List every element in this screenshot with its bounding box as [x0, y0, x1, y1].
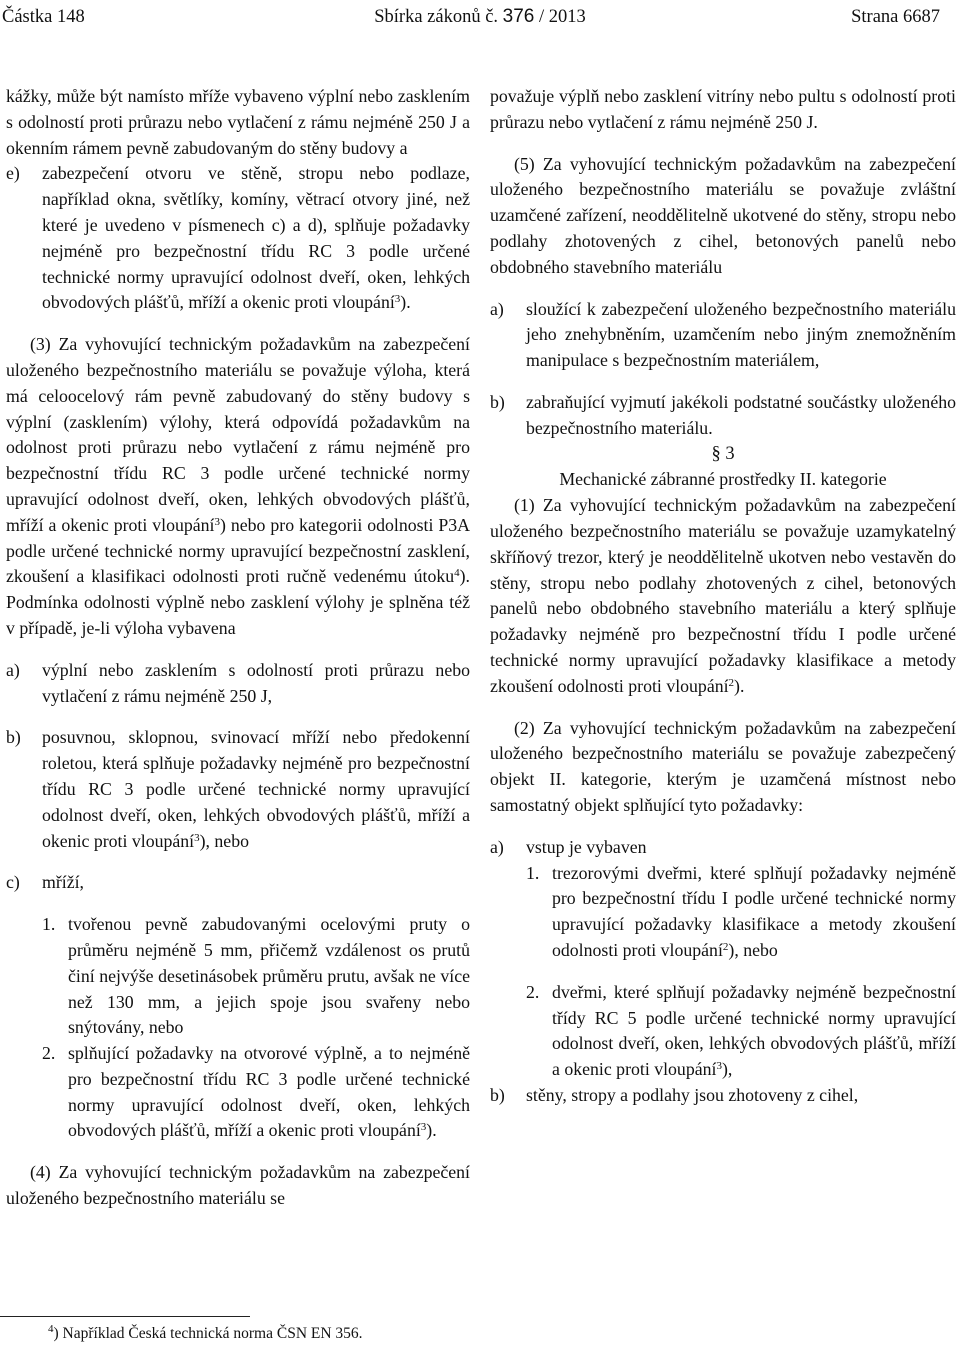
law-number: 376 — [502, 6, 535, 27]
list-text-body: trezorovými dveřmi, které splňují požadavky nejméně pro bezpečnostní třídu I podle určené technické normy upravující požadavky klasifikace a metody zkoušení odolnosti proti vloupání — [552, 862, 956, 960]
list-text-body: dveřmi, které splňují požadavky nejméně bezpečnostní třídy RC 5 podle určené technické normy upravující odolnost dveří, oken, lehkých obvodových plášťů, mříží a okenic proti vloupání — [552, 981, 956, 1080]
footnote-ref: 3 — [394, 293, 401, 306]
right-column — [490, 84, 956, 1109]
list-item-b — [6, 725, 470, 854]
paragraph-text: ). — [734, 675, 745, 696]
list-text-end: ). — [400, 292, 411, 313]
list-text: sloužící k zabezpečení uloženého bezpečnostního materiálu jeho znehybněním, uzamčením nebo jiným znemožněním manipulace s bezpečnostním materiálem, — [526, 298, 956, 371]
page-header — [0, 4, 960, 30]
paragraph-text: ) nebo pro kategorii odolnosti P3A podle určené technické normy upravující bezpečnostní zasklení, zkoušení a klasifikaci odolnosti proti ručně vedenému útoku — [6, 514, 470, 587]
section-paragraph-2: (2) Za vyhovující technickým požadavkům na zabezpečení uloženého bezpečnostního materiálu se považuje zabezpečený objekt II. kategorie, kterým je uzamčená místnost nebo samostatný objekt splňující tyto požadavky: — [490, 717, 956, 815]
footnote-ref: 3 — [194, 831, 200, 844]
list-label: a) — [490, 298, 504, 319]
footnote-ref: 4 — [454, 567, 460, 580]
footnote-separator — [0, 1316, 250, 1317]
list-label: c) — [6, 872, 20, 893]
list-text — [42, 725, 470, 854]
list-text: stěny, stropy a podlahy jsou zhotoveny z cihel, — [526, 1084, 859, 1105]
list-item-a — [490, 297, 956, 374]
list-item-c — [6, 870, 470, 896]
paragraph-text: ). Podmínka odolnosti výplně nebo zasklení výlohy je splněna též v případě, je-li výloha vybavena — [6, 566, 470, 638]
list-label: a) — [490, 836, 504, 857]
list-item-a — [490, 835, 956, 861]
list-label: 1. — [42, 914, 56, 935]
footnote-text: ) Například Česká technická norma ČSN EN 356. — [53, 1325, 363, 1342]
paragraph-3 — [6, 332, 470, 642]
list-text-end: ), nebo — [728, 939, 778, 960]
footnote-ref: 3 — [214, 515, 220, 528]
list-label: e) — [6, 163, 20, 184]
section-symbol: § 3 — [711, 443, 735, 464]
sublist-item-1 — [42, 912, 470, 1041]
section-title: Mechanické zábranné prostředky II. kategorie — [559, 469, 887, 490]
paragraph-continuation: považuje výplň nebo zasklení vitríny nebo pultu s odolností proti průrazu nebo vytlačení z rámu nejméně 250 J. — [490, 86, 956, 132]
sublist-item-2 — [42, 1041, 470, 1144]
sublist-item-1 — [526, 861, 956, 964]
list-label: b) — [490, 391, 505, 412]
list-text — [552, 861, 956, 964]
footnote-ref: 3 — [716, 1060, 722, 1073]
header-collection — [0, 4, 960, 30]
paragraph-text: (3) Za vyhovující technickým požadavkům na zabezpečení uloženého bezpečnostního materiálu se považuje výloha, která má celoocelový rám pevně zabudovaný do stěny budovy s výplní (zasklením) výlohy, která odpovídá požadavkům na odolnost proti průrazu nebo vytlačení z rámu nejméně pro bezpečnostní třídu RC 3 podle určené technické normy upravující odolnost dveří, oken, lehkých obvodových plášťů, mříží a okenic proti vloupání — [6, 334, 470, 535]
list-label: 1. — [526, 862, 540, 883]
list-text-body: posuvnou, sklopnou, svinovací mříží nebo předokenní roletou, která splňuje požadavky nejméně pro bezpečnostní třídu RC 3 podle určené technické normy upravující odolnost dveří, oken, lehkých obvodových plášťů, mříží a okenic proti vloupání — [42, 727, 470, 851]
list-text: vstup je vybaven — [526, 836, 647, 857]
list-text-body: zabezpečení otvoru ve stěně, stropu nebo podlaze, například okna, světlíky, komíny, větrací otvory jiné, než které je uvedeno v písmenech c) a d), splňuje požadavky nejméně pro bezpečnostní třídu RC 3 podle určené technické normy upravující odolnost dveří, oken, lehkých obvodových plášťů, mříží a okenic proti vloupání — [42, 163, 470, 313]
footnote-ref: 2 — [722, 940, 729, 953]
collection-title: Sbírka zákonů č. — [374, 7, 499, 27]
list-text: tvořenou pevně zabudovanými ocelovými pruty o průměru nejméně 5 mm, přičemž vzdálenost os prutů činí nejvýše desetinásobek průměru prutu, avšak ne více než 130 mm, a jejich spoje jsou svařeny nebo snýtovány, nebo — [68, 914, 470, 1038]
paragraph-4: (4) Za vyhovující technickým požadavkům na zabezpečení uloženého bezpečnostního materiálu se — [6, 1162, 470, 1209]
sublist-item-2 — [526, 980, 956, 1083]
list-item-b — [490, 390, 956, 442]
list-label: 2. — [526, 981, 540, 1002]
list-text: mříží, — [42, 872, 84, 893]
footnote — [48, 1324, 363, 1344]
list-text — [68, 1041, 470, 1144]
law-year: / 2013 — [539, 7, 586, 27]
list-item-e — [6, 161, 470, 316]
paragraph-continuation: kážky, může být namísto mříže vybaveno výplní nebo zasklením s odolností proti průrazu nebo vytlačení z rámu nejméně 250 J a okenním rámem pevně zabudovaným do stěny budovy a — [6, 86, 470, 158]
list-text-end: ), — [721, 1059, 733, 1080]
paragraph-text: (1) Za vyhovující technickým požadavkům na zabezpečení uloženého bezpečnostního materiálu se považuje uzamykatelný skříňový trezor, který je neoddělitelně ukotven nebo vestavěn do stěny, stropu nebo podlahy zhotovených z cihel, betonových panelů nebo obdobného stavebního materiálu a který splňuje požadavky nejméně pro bezpečnostní třídu I podle určené technické normy upravující požadavky klasifikace a metody zkoušení odolnosti proti vloupání — [490, 495, 956, 696]
list-label: a) — [6, 659, 20, 680]
footnote-ref: 2 — [728, 676, 735, 689]
list-text: zabraňující vyjmutí jakékoli podstatné součástky uloženého bezpečnostního materiálu. — [526, 391, 956, 438]
list-item-b — [490, 1083, 956, 1109]
list-text-end: ), nebo — [199, 830, 249, 851]
list-item-a — [6, 658, 470, 710]
list-label: b) — [490, 1084, 505, 1105]
footnote-number: 4 — [48, 1323, 54, 1335]
paragraph-5: (5) Za vyhovující technickým požadavkům na zabezpečení uloženého bezpečnostního materiálu se považuje zvláštní uzamčené zařízení, neoddělitelně ukotvené do stěny, stropu nebo podlahy zhotovených z cihel, betonových panelů nebo obdobného stavebního materiálu — [490, 153, 956, 277]
list-text — [42, 161, 470, 316]
footnote-ref: 3 — [420, 1121, 427, 1134]
list-label: 2. — [42, 1043, 56, 1064]
list-text-body: splňující požadavky na otvorové výplně, a to nejméně pro bezpečnostní třídu RC 3 podle určené technické normy upravující odolnost dveří, oken, lehkých obvodových plášťů, mříží a okenic proti vloupání — [68, 1043, 470, 1141]
section-paragraph-1 — [490, 493, 956, 699]
list-text — [552, 980, 956, 1083]
list-text-end: ). — [426, 1120, 437, 1141]
header-page-number: Strana 6687 — [851, 7, 940, 27]
list-text: výplní nebo zasklením s odolností proti průrazu nebo vytlačení z rámu nejméně 250 J, — [42, 659, 470, 706]
list-label: b) — [6, 727, 21, 748]
header-part: Částka 148 — [2, 7, 85, 27]
left-column — [6, 84, 470, 1212]
